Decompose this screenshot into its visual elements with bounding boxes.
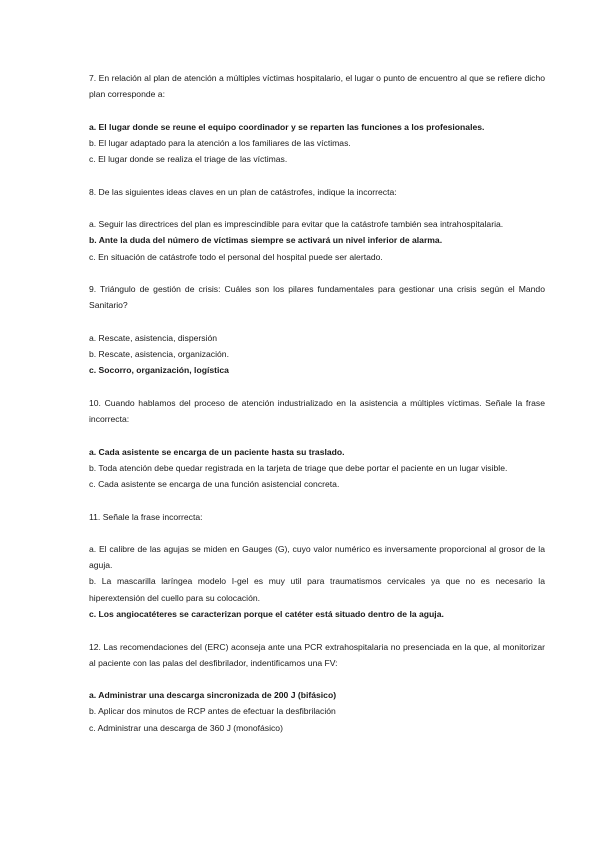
answer-option-c: c. Cada asistente se encarga de una función asistencial concreta. [89,478,340,489]
answer-option-c: c. Administrar una descarga de 360 J (monofásico) [89,722,283,733]
answer-option-b: b. Toda atención debe quedar registrada en la tarjeta de triage que debe portar el paciente en un lugar visible. [89,462,508,473]
question-8 [89,184,545,265]
answer-option-c: c. Los angiocatéteres se caracterizan porque el catéter está situado dentro de la aguja. [89,608,444,619]
answer-option-c: c. El lugar donde se realiza el triage de las víctimas. [89,154,288,164]
question-12 [89,639,545,736]
answer-option-a: a. El calibre de las agujas se miden en Gauges (G), cuyo valor numérico es inversamente proporcional al grosor de la aguja. [89,544,545,571]
question-text: 7. En relación al plan de atención a múltiples víctimas hospitalario, el lugar o punto de encuentro al que se refiere dicho plan corresponde a: [89,73,545,100]
question-9 [89,281,545,378]
question-7 [89,70,545,167]
answer-option-b: b. Ante la duda del número de víctimas siempre se activará un nivel inferior de alarma. [89,235,443,246]
question-text: 8. De las siguientes ideas claves en un plan de catástrofes, indique la incorrecta: [89,186,397,197]
question-list [89,70,545,752]
answer-option-a: a. El lugar donde se reune el equipo coordinador y se reparten las funciones a los profesionales. [89,121,485,132]
answer-option-c: c. En situación de catástrofe todo el personal del hospital puede ser alertado. [89,251,383,262]
question-text: 9. Triángulo de gestión de crisis: Cuáles son los pilares fundamentales para gestionar una crisis según el Mando Sanitario? [89,284,545,311]
answer-option-b: b. El lugar adaptado para la atención a los familiares de las víctimas. [89,137,351,148]
answer-option-a: a. Cada asistente se encarga de un paciente hasta su traslado. [89,446,345,457]
question-text: 10. Cuando hablamos del proceso de atención industrializado en la asistencia a múltiples víctimas. Señale la frase incorrecta: [89,397,545,425]
answer-option-b: b. Rescate, asistencia, organización. [89,349,229,359]
answer-option-a: a. Rescate, asistencia, dispersión [89,332,218,343]
answer-option-a: a. Seguir las directrices del plan es imprescindible para evitar que la catástrofe también sea intrahospitalaria. [89,219,504,230]
answer-option-b: b. La mascarilla laríngea modelo I-gel es muy util para traumatismos cervicales ya que no es necesario la hiperextensión del cuello para su colocación. [89,576,545,603]
question-text: 12. Las recomendaciones del (ERC) aconseja ante una PCR extrahospitalaria no presenciada en la que, al monitorizar al paciente con las palas del desfibrilador, indentificamos una FV: [89,641,545,668]
question-10 [89,395,545,492]
answer-option-a: a. Administrar una descarga sincronizada de 200 J (bifásico) [89,690,337,701]
answer-option-b: b. Aplicar dos minutos de RCP antes de efectuar la desfibrilación [89,706,336,717]
question-text: 11. Señale la frase incorrecta: [89,511,203,522]
answer-option-c: c. Socorro, organización, logística [89,365,229,376]
question-11 [89,509,545,622]
